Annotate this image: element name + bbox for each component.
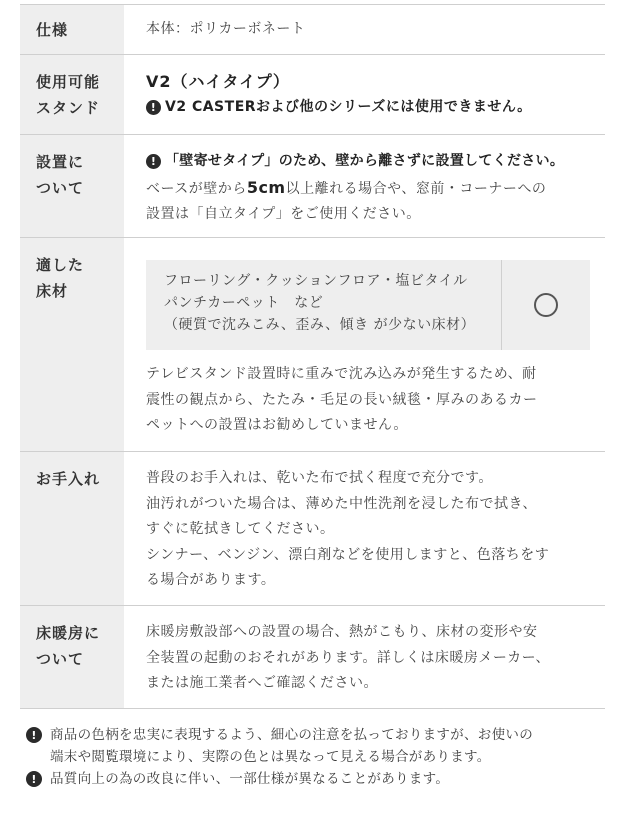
stand-model: V2（ハイタイプ） — [146, 72, 290, 91]
circle-ok-icon — [534, 293, 558, 317]
footnote-text: 商品の色柄を忠実に表現するよう、細心の注意を払っておりますが、お使いの 端末や閲覧環境により、実際の色とは異なって見える場合があります。 — [50, 727, 533, 765]
row-label: 適した 床材 — [20, 238, 124, 451]
warning-line — [146, 149, 605, 175]
material-text: 本体：ポリカーボネート — [146, 21, 306, 37]
spec-row-care — [20, 452, 605, 606]
row-content — [124, 135, 605, 237]
row-content — [124, 5, 605, 54]
distance-value: 5cm — [246, 177, 286, 197]
row-label: お手入れ — [20, 452, 124, 605]
installation-text-before: ベースが壁から — [146, 180, 247, 197]
footnote-text: 品質向上の為の改良に伴い、一部仕様が異なることがあります。 — [50, 771, 450, 787]
warning-text: 「壁寄せタイプ」のため、壁から離さずに設置してください。 — [165, 153, 565, 169]
row-label: 設置に ついて — [20, 135, 124, 237]
floor-types: フローリング・クッションフロア・塩ビタイル パンチカーペット など （硬質で沈みこみ、歪み、傾き が少ない床材） — [146, 260, 502, 350]
suitability-mark — [502, 260, 590, 350]
row-label: 仕様 — [20, 5, 124, 54]
spec-row-floor-heating — [20, 606, 605, 709]
care-text: 普段のお手入れは、乾いた布で拭く程度で充分です。 油汚れがついた場合は、薄めた中性洗剤を浸した布で拭き、 すぐに乾拭きしてください。 シンナー、ベンジン、漂白剤などを使用しますと、色落ちをす る場合があります。 — [146, 470, 550, 588]
row-content — [124, 606, 605, 708]
row-content — [124, 452, 605, 605]
floor-type-box — [146, 260, 590, 350]
spec-table — [20, 4, 605, 709]
floor-heating-text: 床暖房敷設部への設置の場合、熱がこもり、床材の変形や安 全装置の起動のおそれがあります。詳しくは床暖房メーカー、 または施工業者へご確認ください。 — [146, 624, 551, 691]
exclamation-icon: ! — [146, 100, 161, 115]
installation-text — [146, 175, 605, 228]
exclamation-icon: ! — [26, 771, 42, 787]
spec-row-compatible-stand — [20, 55, 605, 135]
row-label: 床暖房に ついて — [20, 606, 124, 708]
exclamation-icon: ! — [26, 727, 42, 743]
spec-row-floor — [20, 238, 605, 452]
spec-row-installation — [20, 135, 605, 238]
spec-row-material — [20, 5, 605, 55]
footnotes — [26, 724, 611, 790]
exclamation-icon: ! — [146, 154, 161, 169]
footnote-item — [26, 724, 611, 768]
floor-note: テレビスタンド設置時に重みで沈み込みが発生するため、耐 震性の観点から、たたみ・毛足の長い絨毯・厚みのあるカー ペットへの設置はお勧めしていません。 — [146, 366, 538, 433]
row-label: 使用可能 スタンド — [20, 55, 124, 134]
warning-line — [146, 95, 605, 121]
installation-text-after: 以上離れる場合や、窓前・コーナーへの 設置は「自立タイプ」をご使用ください。 — [146, 180, 547, 222]
row-content — [124, 238, 605, 451]
footnote-item — [26, 768, 611, 790]
row-content — [124, 55, 605, 134]
warning-text: V2 CASTERおよび他のシリーズには使用できません。 — [165, 98, 532, 115]
